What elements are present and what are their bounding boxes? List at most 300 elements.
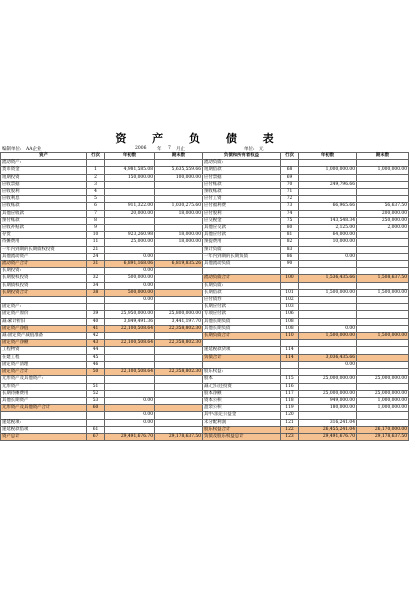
cell-liability-end[interactable] (357, 239, 409, 246)
cell-asset-label[interactable]: 其他流动资产 (1, 253, 87, 260)
cell-asset-label[interactable]: 待摊费用 (1, 239, 87, 246)
cell-asset-line[interactable]: 41 (87, 325, 105, 332)
cell-liability-line[interactable]: 121 (281, 419, 299, 426)
cell-asset-begin[interactable]: 500,000.00 (105, 275, 155, 282)
cell-liability-begin[interactable]: 25,000,000.00 (299, 376, 357, 383)
cell-liability-line[interactable]: 119 (281, 405, 299, 412)
cell-asset-end[interactable] (155, 189, 203, 196)
cell-liability-begin[interactable]: 143,548.34 (299, 217, 357, 224)
cell-asset-end[interactable]: 5,635,559.66 (155, 167, 203, 174)
cell-asset-begin[interactable]: 0.00 (105, 397, 155, 404)
cell-liability-label[interactable]: 其他应交款 (203, 225, 281, 232)
cell-liability-begin[interactable] (299, 297, 357, 304)
cell-liability-end[interactable] (357, 268, 409, 275)
cell-asset-line[interactable]: 9 (87, 225, 105, 232)
cell-asset-begin[interactable] (105, 246, 155, 253)
cell-liability-label[interactable]: 其中:法定公益金 (203, 412, 281, 419)
cell-liability-label[interactable]: 应交税金 (203, 217, 281, 224)
cell-asset-end[interactable] (155, 160, 203, 167)
cell-liability-end[interactable]: 1,500,000.00 (357, 289, 409, 296)
cell-liability-line[interactable]: 86 (281, 253, 299, 260)
cell-asset-end[interactable]: 18,000.00 (155, 239, 203, 246)
cell-liability-begin[interactable]: 1,500,000.00 (299, 289, 357, 296)
cell-asset-label[interactable]: 固定资产原价 (1, 311, 87, 318)
cell-liability-begin[interactable]: 949,000.00 (299, 397, 357, 404)
cell-liability-end[interactable] (357, 340, 409, 347)
cell-asset-label[interactable]: 固定资产清理 (1, 361, 87, 368)
cell-asset-line[interactable]: 32 (87, 275, 105, 282)
cell-liability-label[interactable]: 股东权益: (203, 369, 281, 376)
cell-asset-end[interactable] (155, 225, 203, 232)
cell-liability-label[interactable]: 未分配利润 (203, 419, 281, 426)
cell-liability-end[interactable] (357, 181, 409, 188)
cell-asset-end[interactable] (155, 397, 203, 404)
cell-asset-line[interactable]: 67 (87, 433, 105, 440)
cell-liability-line[interactable] (281, 268, 299, 275)
cell-asset-end[interactable] (155, 275, 203, 282)
cell-liability-begin[interactable] (299, 246, 357, 253)
cell-asset-end[interactable] (155, 347, 203, 354)
cell-asset-end[interactable] (155, 383, 203, 390)
cell-asset-label[interactable]: 递延税项: (1, 419, 87, 426)
cell-liability-end[interactable] (357, 189, 409, 196)
cell-liability-begin[interactable]: 0.00 (299, 253, 357, 260)
cell-asset-line[interactable] (87, 297, 105, 304)
cell-asset-line[interactable]: 7 (87, 210, 105, 217)
cell-liability-end[interactable] (357, 412, 409, 419)
cell-asset-end[interactable]: 6,819,835.26 (155, 261, 203, 268)
cell-asset-line[interactable]: 46 (87, 361, 105, 368)
cell-asset-line[interactable]: 61 (87, 426, 105, 433)
cell-liability-label[interactable]: 长期负债合计 (203, 333, 281, 340)
cell-asset-begin[interactable]: 0.00 (105, 419, 155, 426)
cell-asset-label[interactable]: 其他应收款 (1, 210, 87, 217)
cell-liability-begin[interactable] (299, 160, 357, 167)
cell-asset-begin[interactable]: 20,000.00 (105, 210, 155, 217)
cell-asset-label[interactable]: 固定资产净值 (1, 325, 87, 332)
cell-asset-line[interactable]: 44 (87, 347, 105, 354)
cell-liability-begin[interactable]: 25,000,000.00 (299, 390, 357, 397)
cell-liability-begin[interactable] (299, 318, 357, 325)
cell-liability-line[interactable]: 123 (281, 433, 299, 440)
cell-asset-end[interactable] (155, 405, 203, 412)
cell-liability-begin[interactable]: 66,965.66 (299, 203, 357, 210)
cell-liability-line[interactable]: 69 (281, 174, 299, 181)
cell-asset-end[interactable] (155, 196, 203, 203)
cell-asset-line[interactable]: 5 (87, 196, 105, 203)
cell-liability-line[interactable]: 116 (281, 383, 299, 390)
cell-liability-begin[interactable] (299, 412, 357, 419)
cell-asset-end[interactable]: 25,800,000.00 (155, 311, 203, 318)
cell-liability-end[interactable] (357, 160, 409, 167)
cell-asset-begin[interactable]: 29,491,676.70 (105, 433, 155, 440)
cell-asset-label[interactable]: 其他长期资产 (1, 397, 87, 404)
cell-liability-label[interactable]: 股东权益合计 (203, 426, 281, 433)
cell-liability-end[interactable] (357, 282, 409, 289)
cell-asset-label[interactable]: 无形资产 (1, 383, 87, 390)
cell-liability-begin[interactable] (299, 268, 357, 275)
cell-asset-label[interactable] (1, 412, 87, 419)
cell-asset-line[interactable]: 42 (87, 333, 105, 340)
cell-asset-begin[interactable]: 4,981,585.08 (105, 167, 155, 174)
cell-liability-end[interactable] (357, 318, 409, 325)
cell-liability-line[interactable]: 103 (281, 304, 299, 311)
cell-asset-label[interactable]: 应收股利 (1, 189, 87, 196)
cell-liability-label[interactable]: 一年内到期的长期负债 (203, 253, 281, 260)
cell-liability-label[interactable]: 其他长期负债 (203, 325, 281, 332)
cell-asset-begin[interactable]: 0.00 (105, 412, 155, 419)
cell-liability-end[interactable] (357, 361, 409, 368)
cell-liability-label[interactable]: 负债及股东权益总计 (203, 433, 281, 440)
cell-liability-begin[interactable]: 316,241.04 (299, 419, 357, 426)
cell-asset-end[interactable]: 3,441,197.70 (155, 318, 203, 325)
cell-asset-begin[interactable] (105, 361, 155, 368)
cell-asset-label[interactable]: 流动资产合计 (1, 261, 87, 268)
cell-liability-label[interactable] (203, 268, 281, 275)
cell-asset-label[interactable]: 短期投资 (1, 174, 87, 181)
cell-liability-end[interactable] (357, 246, 409, 253)
cell-liability-label[interactable]: 股本净额 (203, 390, 281, 397)
cell-asset-begin[interactable]: 3,849,491.36 (105, 318, 155, 325)
cell-liability-line[interactable]: 117 (281, 390, 299, 397)
cell-liability-begin[interactable]: 1,500,000.00 (299, 333, 357, 340)
cell-liability-end[interactable]: 1,000,000.00 (357, 405, 409, 412)
cell-liability-begin[interactable] (299, 369, 357, 376)
cell-asset-line[interactable] (87, 268, 105, 275)
cell-asset-end[interactable]: 22,358,802.30 (155, 340, 203, 347)
cell-asset-label[interactable] (1, 297, 87, 304)
cell-liability-label[interactable]: 长期应付款 (203, 304, 281, 311)
cell-asset-line[interactable]: 43 (87, 340, 105, 347)
cell-liability-line[interactable]: 90 (281, 261, 299, 268)
cell-liability-begin[interactable] (299, 340, 357, 347)
cell-liability-begin[interactable]: 1,000,000.00 (299, 167, 357, 174)
cell-asset-label[interactable]: 固定资产合计 (1, 369, 87, 376)
cell-liability-label[interactable]: 负债合计 (203, 354, 281, 361)
cell-asset-line[interactable] (87, 412, 105, 419)
cell-liability-line[interactable]: 108 (281, 318, 299, 325)
cell-asset-line[interactable]: 10 (87, 232, 105, 239)
cell-asset-label[interactable]: 应收补贴款 (1, 225, 87, 232)
cell-asset-label[interactable]: 无形资产及其他资产: (1, 376, 87, 383)
cell-asset-begin[interactable]: 22,100,508.64 (105, 325, 155, 332)
cell-asset-begin[interactable]: 25,000.00 (105, 239, 155, 246)
cell-liability-begin[interactable]: 0.00 (299, 361, 357, 368)
cell-liability-begin[interactable]: 3,036,435.66 (299, 354, 357, 361)
cell-liability-label[interactable]: 应付票据 (203, 174, 281, 181)
cell-asset-label[interactable]: 长期投资合计 (1, 289, 87, 296)
cell-asset-begin[interactable] (105, 225, 155, 232)
cell-liability-label[interactable] (203, 361, 281, 368)
cell-liability-label[interactable]: 应付债券 (203, 297, 281, 304)
cell-liability-label[interactable]: 预收账款 (203, 189, 281, 196)
cell-asset-begin[interactable] (105, 376, 155, 383)
cell-liability-line[interactable]: 75 (281, 217, 299, 224)
cell-asset-begin[interactable]: 923,260.98 (105, 232, 155, 239)
cell-asset-line[interactable]: 40 (87, 318, 105, 325)
cell-liability-line[interactable]: 101 (281, 289, 299, 296)
cell-asset-line[interactable]: 34 (87, 282, 105, 289)
cell-liability-line[interactable]: 122 (281, 426, 299, 433)
cell-asset-end[interactable] (155, 412, 203, 419)
cell-liability-label[interactable] (203, 340, 281, 347)
cell-liability-begin[interactable] (299, 304, 357, 311)
cell-asset-label[interactable]: 应收账款 (1, 203, 87, 210)
cell-asset-label[interactable]: 无形资产及其他资产合计 (1, 405, 87, 412)
cell-liability-end[interactable] (357, 347, 409, 354)
cell-liability-label[interactable]: 专项应付款 (203, 311, 281, 318)
cell-asset-begin[interactable]: 22,100,508.64 (105, 340, 155, 347)
cell-liability-line[interactable]: 106 (281, 311, 299, 318)
cell-asset-label[interactable]: 应收利息 (1, 196, 87, 203)
cell-asset-label[interactable]: 固定资产净额 (1, 340, 87, 347)
cell-liability-end[interactable]: 56,637.50 (357, 203, 409, 210)
cell-liability-line[interactable]: 102 (281, 297, 299, 304)
cell-liability-label[interactable]: 应付股利 (203, 210, 281, 217)
cell-liability-line[interactable]: 68 (281, 167, 299, 174)
cell-liability-line[interactable]: 72 (281, 196, 299, 203)
cell-liability-end[interactable] (357, 304, 409, 311)
cell-asset-line[interactable]: 24 (87, 253, 105, 260)
cell-asset-line[interactable]: 38 (87, 289, 105, 296)
cell-asset-label[interactable]: 流动资产: (1, 160, 87, 167)
cell-asset-label[interactable]: 货币资金 (1, 167, 87, 174)
cell-liability-end[interactable]: 250,000.00 (357, 217, 409, 224)
cell-liability-begin[interactable]: 1,536,435.66 (299, 275, 357, 282)
cell-asset-line[interactable]: 21 (87, 246, 105, 253)
cell-liability-begin[interactable]: 26,455,241.04 (299, 426, 357, 433)
cell-liability-end[interactable] (357, 174, 409, 181)
cell-liability-end[interactable] (357, 196, 409, 203)
cell-liability-line[interactable]: 73 (281, 203, 299, 210)
cell-liability-end[interactable] (357, 297, 409, 304)
cell-liability-end[interactable] (357, 419, 409, 426)
cell-asset-end[interactable]: 22,358,802.30 (155, 369, 203, 376)
cell-asset-begin[interactable]: 0.00 (105, 282, 155, 289)
cell-liability-line[interactable]: 70 (281, 181, 299, 188)
cell-asset-end[interactable] (155, 268, 203, 275)
cell-asset-line[interactable]: 39 (87, 311, 105, 318)
cell-liability-begin[interactable] (299, 210, 357, 217)
cell-liability-begin[interactable] (299, 174, 357, 181)
cell-asset-end[interactable] (155, 354, 203, 361)
cell-liability-line[interactable] (281, 340, 299, 347)
cell-asset-line[interactable]: 1 (87, 167, 105, 174)
cell-liability-line[interactable]: 74 (281, 210, 299, 217)
cell-asset-label[interactable]: 资产总计 (1, 433, 87, 440)
cell-liability-begin[interactable]: 249,796.66 (299, 181, 357, 188)
cell-liability-line[interactable] (281, 282, 299, 289)
cell-asset-begin[interactable]: 22,100,508.64 (105, 369, 155, 376)
cell-asset-begin[interactable]: 0.00 (105, 268, 155, 275)
cell-liability-begin[interactable]: 180,000.00 (299, 405, 357, 412)
cell-asset-label[interactable]: 长期股权投资 (1, 275, 87, 282)
cell-asset-line[interactable]: 3 (87, 181, 105, 188)
cell-asset-label[interactable]: 长期投资: (1, 268, 87, 275)
cell-asset-begin[interactable]: 25,950,000.00 (105, 311, 155, 318)
cell-liability-end[interactable]: 1,500,000.00 (357, 333, 409, 340)
cell-liability-label[interactable]: 其他应付款 (203, 232, 281, 239)
cell-liability-label[interactable]: 股本 (203, 376, 281, 383)
cell-asset-begin[interactable] (105, 333, 155, 340)
cell-liability-end[interactable] (357, 232, 409, 239)
cell-asset-end[interactable] (155, 217, 203, 224)
cell-liability-line[interactable]: 114 (281, 354, 299, 361)
cell-asset-begin[interactable]: 6,891,168.06 (105, 261, 155, 268)
cell-liability-line[interactable] (281, 361, 299, 368)
cell-liability-line[interactable]: 82 (281, 239, 299, 246)
cell-asset-begin[interactable]: 0.00 (105, 297, 155, 304)
cell-liability-end[interactable] (357, 383, 409, 390)
cell-asset-line[interactable]: 31 (87, 261, 105, 268)
cell-asset-end[interactable]: 22,358,802.30 (155, 325, 203, 332)
cell-asset-end[interactable] (155, 390, 203, 397)
cell-asset-label[interactable]: 长期债权投资 (1, 282, 87, 289)
cell-liability-label[interactable]: 流动负债: (203, 160, 281, 167)
cell-asset-line[interactable]: 45 (87, 354, 105, 361)
cell-liability-label[interactable]: 应付工资 (203, 196, 281, 203)
cell-asset-end[interactable] (155, 289, 203, 296)
cell-liability-begin[interactable]: 10,000.00 (299, 239, 357, 246)
cell-asset-line[interactable]: 60 (87, 405, 105, 412)
cell-asset-begin[interactable] (105, 189, 155, 196)
cell-liability-line[interactable]: 80 (281, 225, 299, 232)
cell-asset-end[interactable]: 100,000.00 (155, 174, 203, 181)
cell-asset-label[interactable]: 存货 (1, 232, 87, 239)
cell-liability-label[interactable]: 长期借款 (203, 289, 281, 296)
cell-asset-line[interactable] (87, 160, 105, 167)
cell-liability-line[interactable]: 71 (281, 189, 299, 196)
cell-asset-end[interactable] (155, 333, 203, 340)
cell-liability-label[interactable]: 盈余公积 (203, 405, 281, 412)
cell-liability-line[interactable]: 110 (281, 333, 299, 340)
cell-asset-label[interactable]: 应收票据 (1, 181, 87, 188)
cell-liability-line[interactable]: 118 (281, 397, 299, 404)
cell-asset-begin[interactable] (105, 426, 155, 433)
cell-liability-line[interactable] (281, 369, 299, 376)
cell-liability-begin[interactable]: 2,125.00 (299, 225, 357, 232)
cell-liability-end[interactable] (357, 311, 409, 318)
cell-liability-end[interactable]: 26,170,000.00 (357, 426, 409, 433)
cell-asset-label[interactable]: 固定资产: (1, 304, 87, 311)
cell-liability-end[interactable]: 1,000,000.00 (357, 397, 409, 404)
cell-liability-end[interactable]: 1,508,637.50 (357, 275, 409, 282)
cell-asset-line[interactable]: 6 (87, 203, 105, 210)
cell-asset-line[interactable]: 8 (87, 217, 105, 224)
cell-liability-label[interactable]: 资本公积 (203, 397, 281, 404)
cell-asset-begin[interactable] (105, 390, 155, 397)
cell-asset-label[interactable]: 在建工程 (1, 354, 87, 361)
cell-liability-line[interactable]: 115 (281, 376, 299, 383)
cell-liability-end[interactable] (357, 369, 409, 376)
cell-asset-line[interactable]: 52 (87, 390, 105, 397)
cell-liability-label[interactable]: 其他长期负债 (203, 318, 281, 325)
cell-liability-begin[interactable] (299, 383, 357, 390)
cell-asset-end[interactable]: 18,000.00 (155, 232, 203, 239)
cell-liability-begin[interactable]: 64,000.00 (299, 232, 357, 239)
cell-asset-label[interactable]: 长期待摊费用 (1, 390, 87, 397)
cell-asset-line[interactable]: 2 (87, 174, 105, 181)
cell-liability-end[interactable] (357, 354, 409, 361)
cell-liability-label[interactable]: 递延税款贷项 (203, 347, 281, 354)
cell-liability-line[interactable] (281, 160, 299, 167)
cell-asset-end[interactable] (155, 181, 203, 188)
cell-asset-line[interactable]: 11 (87, 239, 105, 246)
cell-asset-end[interactable] (155, 246, 203, 253)
cell-asset-begin[interactable] (105, 160, 155, 167)
cell-liability-end[interactable]: 25,000,000.00 (357, 390, 409, 397)
cell-liability-label[interactable]: 预计负债 (203, 246, 281, 253)
cell-asset-line[interactable]: 53 (87, 397, 105, 404)
cell-asset-line[interactable]: 50 (87, 369, 105, 376)
cell-liability-line[interactable]: 100 (281, 275, 299, 282)
cell-asset-begin[interactable] (105, 181, 155, 188)
cell-asset-end[interactable] (155, 376, 203, 383)
cell-asset-end[interactable] (155, 297, 203, 304)
cell-asset-begin[interactable]: 0.00 (105, 253, 155, 260)
cell-liability-line[interactable]: 81 (281, 232, 299, 239)
cell-asset-end[interactable] (155, 282, 203, 289)
cell-asset-begin[interactable]: 150,000.00 (105, 174, 155, 181)
cell-asset-label[interactable]: 一年内到期的长期债权投资 (1, 246, 87, 253)
cell-asset-end[interactable]: 18,000.00 (155, 210, 203, 217)
cell-asset-line[interactable] (87, 304, 105, 311)
cell-liability-end[interactable]: 2,000.00 (357, 225, 409, 232)
cell-liability-label[interactable]: 减:已归还投资 (203, 383, 281, 390)
cell-liability-label[interactable]: 短期借款 (203, 167, 281, 174)
cell-liability-begin[interactable] (299, 196, 357, 203)
cell-liability-begin[interactable] (299, 347, 357, 354)
cell-liability-begin[interactable] (299, 189, 357, 196)
cell-liability-label[interactable]: 应付福利费 (203, 203, 281, 210)
cell-asset-label[interactable]: 预付账款 (1, 217, 87, 224)
cell-asset-end[interactable]: 29,178,637.50 (155, 433, 203, 440)
cell-liability-label[interactable]: 流动负债合计 (203, 275, 281, 282)
cell-asset-begin[interactable]: 911,322.00 (105, 203, 155, 210)
cell-asset-end[interactable] (155, 426, 203, 433)
cell-asset-begin[interactable] (105, 383, 155, 390)
cell-asset-begin[interactable] (105, 304, 155, 311)
cell-liability-end[interactable]: 29,178,637.50 (357, 433, 409, 440)
cell-asset-begin[interactable] (105, 405, 155, 412)
cell-liability-begin[interactable] (299, 311, 357, 318)
cell-liability-end[interactable]: 1,000,000.00 (357, 167, 409, 174)
cell-liability-line[interactable]: 83 (281, 246, 299, 253)
cell-liability-end[interactable] (357, 261, 409, 268)
cell-liability-end[interactable] (357, 325, 409, 332)
cell-liability-label[interactable]: 其他流动负债 (203, 261, 281, 268)
cell-asset-end[interactable]: 1,030,275.60 (155, 203, 203, 210)
cell-asset-line[interactable]: 51 (87, 383, 105, 390)
cell-asset-line[interactable] (87, 376, 105, 383)
cell-asset-end[interactable] (155, 253, 203, 260)
cell-asset-label[interactable]: 减:固定资产减值准备 (1, 333, 87, 340)
cell-liability-end[interactable]: 25,000,000.00 (357, 376, 409, 383)
cell-liability-label[interactable]: 应付账款 (203, 181, 281, 188)
cell-asset-begin[interactable] (105, 354, 155, 361)
cell-asset-end[interactable] (155, 304, 203, 311)
cell-asset-begin[interactable]: 500,000.00 (105, 289, 155, 296)
cell-asset-label[interactable]: 减:累计折旧 (1, 318, 87, 325)
cell-liability-begin[interactable]: 0.00 (299, 325, 357, 332)
cell-asset-label[interactable]: 工程物资 (1, 347, 87, 354)
cell-asset-line[interactable] (87, 419, 105, 426)
cell-liability-label[interactable]: 预提费用 (203, 239, 281, 246)
cell-liability-begin[interactable] (299, 282, 357, 289)
cell-asset-begin[interactable] (105, 196, 155, 203)
cell-liability-end[interactable]: 200,000.00 (357, 210, 409, 217)
cell-liability-begin[interactable]: 29,491,676.70 (299, 433, 357, 440)
